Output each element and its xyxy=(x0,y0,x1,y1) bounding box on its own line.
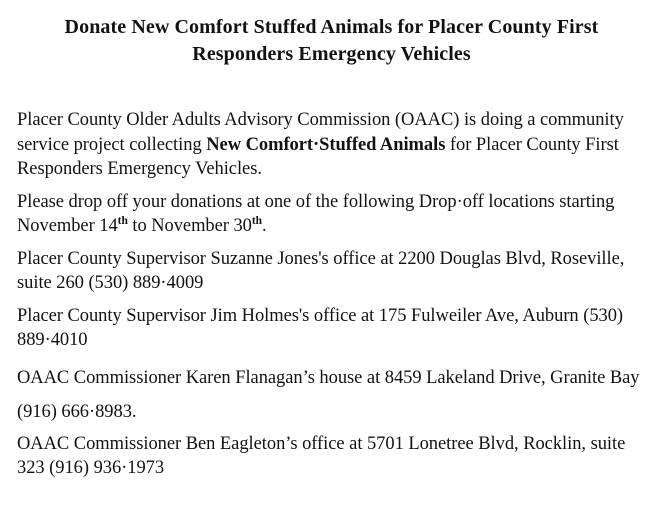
paragraph-location-eagleton: OAAC Commissioner Ben Eagleton’s office at 5701 Lonetree Blvd, Rocklin, suite 323 (916) 936·1973 xyxy=(17,433,626,478)
paragraph-location-holmes: Placer County Supervisor Jim Holmes's office at 175 Fulweiler Ave, Auburn (530) 889·4010 xyxy=(17,305,624,350)
paragraph-intro xyxy=(17,108,651,182)
page-title xyxy=(30,14,633,68)
paragraph-location-flanagan: OAAC Commissioner Karen Flanagan’s house at 8459 Lakeland Drive, Granite Bay (916) 666·8983. xyxy=(17,367,640,422)
dropoff-text-part-1: Please drop off your donations at one of the following Drop·off locations starting November 14 xyxy=(17,191,615,236)
ordinal-suffix-start-date: th xyxy=(117,214,128,227)
ordinal-suffix-end-date: th xyxy=(251,214,262,227)
paragraph-location-jones: Placer County Supervisor Suzanne Jones's office at 2200 Douglas Blvd, Roseville, suite 260 (530) 889·4009 xyxy=(17,248,625,293)
dropoff-text-part-2: to November 30 xyxy=(127,216,252,236)
intro-text-before-emphasis: Placer County Older Adults Advisory Commission (OAAC) is doing a community service project collecting xyxy=(17,110,624,155)
intro-text-after-emphasis: for Placer County First Responders Emergency Vehicles. xyxy=(17,134,619,179)
paragraph-dropoff-dates xyxy=(17,190,651,239)
page-title-line-1: Donate New Comfort Stuffed Animals for Placer County First xyxy=(64,16,599,38)
document-body xyxy=(17,108,651,489)
intro-emphasis-text: New Comfort·Stuffed Animals xyxy=(206,134,446,155)
page-title-line-2: Responders Emergency Vehicles xyxy=(192,43,471,65)
dropoff-text-part-3: . xyxy=(262,216,267,236)
